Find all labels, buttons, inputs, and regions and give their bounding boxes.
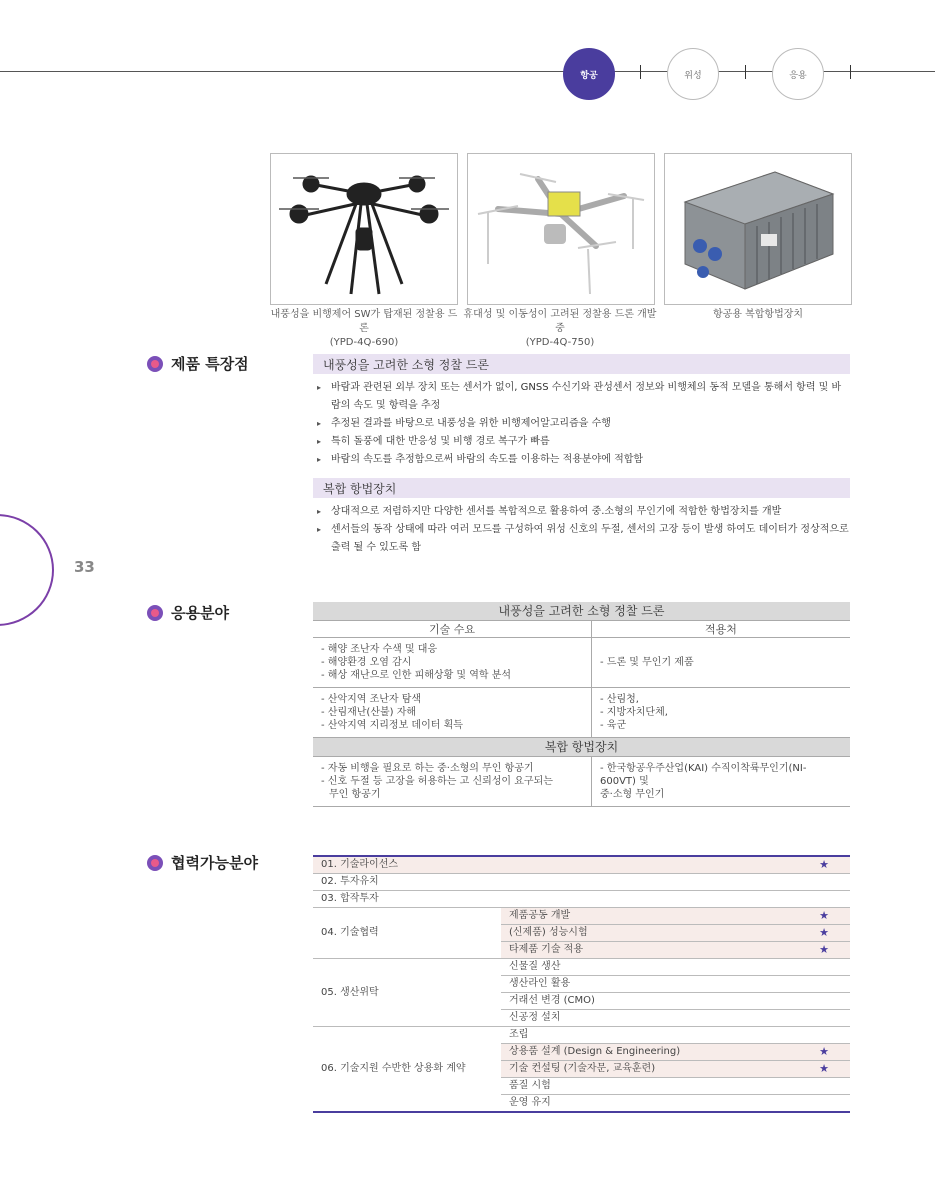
star-cell-empty <box>798 1078 850 1095</box>
section-bullet-icon <box>147 356 163 372</box>
cooperation-group-label: 05. 생산위탁 <box>313 959 501 1027</box>
cooperation-sub-item: (신제품) 성능시험 <box>501 925 798 942</box>
list-item: ▸ 추정된 결과를 바탕으로 내풍성을 위한 비행제어알고리즘을 수행 <box>313 415 850 433</box>
cooperation-sub-item: 조립 <box>501 1027 798 1044</box>
caption-line: (YPD-4Q-750) <box>525 337 595 348</box>
section-title: 협력가능분야 <box>171 854 258 872</box>
photo-caption <box>462 308 658 350</box>
nav-tab-label: 위성 <box>684 70 702 81</box>
cooperation-sub-item: 상용품 설계 (Design & Engineering) <box>501 1044 798 1061</box>
list-item: ▸ 바람과 관련된 외부 장치 또는 센서가 없이, GNSS 수신기와 관성센서 정보와 비행체의 동적 모델을 통해서 항력 및 바람의 속도 및 항력을 추정 <box>313 379 850 415</box>
cell-line: - 산악지역 지리정보 데이터 획득 <box>321 720 463 731</box>
section-bullet-icon <box>147 605 163 621</box>
cooperation-sub-item: 타제품 기술 적용 <box>501 942 798 959</box>
cell-line: 중·소형 무인기 <box>600 789 665 800</box>
cell-line: - 해양 조난자 수색 및 대응 <box>321 644 438 655</box>
star-icon: ★ <box>798 1044 850 1061</box>
nav-tab-label: 응용 <box>789 70 807 81</box>
cell-line: - 산림재난(산불) 자해 <box>321 707 417 718</box>
table-cell <box>313 638 592 688</box>
star-icon: ★ <box>798 908 850 925</box>
star-icon: ★ <box>798 925 850 942</box>
star-icon: ★ <box>798 856 850 874</box>
table-row <box>313 891 850 908</box>
caption-line: 휴대성 및 이동성이 고려된 정찰용 드론 개발중 <box>463 309 657 334</box>
photo-caption <box>660 308 856 322</box>
table-cell <box>313 688 592 738</box>
table-cell <box>592 757 851 807</box>
cooperation-sub-item: 생산라인 활용 <box>501 976 798 993</box>
list-item: ▸ 특히 돌풍에 대한 반응성 및 비행 경로 복구가 빠름 <box>313 433 850 451</box>
star-cell-empty <box>798 1095 850 1113</box>
table-row <box>313 856 850 874</box>
cell-line: - 신호 두절 등 고장을 허용하는 고 신뢰성이 요구되는 <box>321 776 553 787</box>
photo-caption <box>266 308 462 350</box>
applications-table <box>313 602 850 807</box>
section-header-cooperation <box>147 852 258 873</box>
cooperation-table <box>313 855 850 1113</box>
subsection-band: 복합 항법장치 <box>313 478 850 498</box>
star-cell-empty <box>798 874 850 891</box>
cooperation-sub-item: 제품공동 개발 <box>501 908 798 925</box>
star-icon: ★ <box>798 942 850 959</box>
cell-line: - 자동 비행을 필요로 하는 중·소형의 무인 항공기 <box>321 763 534 774</box>
cooperation-item: 01. 기술라이선스 <box>313 856 798 874</box>
cooperation-sub-item: 신공정 설치 <box>501 1010 798 1027</box>
star-cell-empty <box>798 1027 850 1044</box>
nav-divider <box>850 65 851 79</box>
column-header: 기술 수요 <box>313 621 592 638</box>
cooperation-sub-item: 운영 유지 <box>501 1095 798 1113</box>
table-row <box>313 908 850 925</box>
side-arc-decoration <box>0 514 54 626</box>
table-row <box>313 959 850 976</box>
cell-line: - 지방자치단체, <box>600 707 668 718</box>
navigation-device-photo <box>664 153 852 305</box>
cell-line: - 산림청, <box>600 694 639 705</box>
cooperation-sub-item: 품질 시험 <box>501 1078 798 1095</box>
cell-line: - 해상 재난으로 인한 피해상황 및 역학 분석 <box>321 670 512 681</box>
caption-line: 내풍성을 비행제어 SW가 탑재된 정찰용 드론 <box>270 309 458 334</box>
caption-line: (YPD-4Q-690) <box>329 337 399 348</box>
section-title: 응용분야 <box>171 604 229 622</box>
table-header: 내풍성을 고려한 소형 정찰 드론 <box>313 602 850 621</box>
star-cell-empty <box>798 891 850 908</box>
table-row <box>313 757 850 807</box>
nav-divider <box>745 65 746 79</box>
star-cell-empty <box>798 993 850 1010</box>
column-header: 적용처 <box>592 621 851 638</box>
table-row <box>313 638 850 688</box>
feature-list-1 <box>313 379 850 469</box>
list-item: ▸ 바람의 속도를 추정함으로써 바람의 속도를 이용하는 적용분야에 적합함 <box>313 451 850 469</box>
cooperation-item: 03. 합작투자 <box>313 891 798 908</box>
section-title: 제품 특장점 <box>171 355 249 373</box>
list-item: ▸ 상대적으로 저렴하지만 다양한 센서를 복합적으로 활용하여 중.소형의 무인기에 적합한 항법장치를 개발 <box>313 503 850 521</box>
cooperation-sub-item: 거래선 변경 (CMO) <box>501 993 798 1010</box>
nav-tab-satellite[interactable] <box>667 48 719 100</box>
list-item: ▸ 센서들의 동작 상태에 따라 여러 모드를 구성하여 위성 신호의 두절, 센서의 고장 등이 발생 하여도 데이터가 정상적으로 출력 될 수 있도록 함 <box>313 521 850 557</box>
cell-line: - 드론 및 무인기 제품 <box>600 657 694 668</box>
subsection-band: 내풍성을 고려한 소형 정찰 드론 <box>313 354 850 374</box>
cell-line: 무인 항공기 <box>329 789 381 800</box>
cooperation-group-label: 04. 기술협력 <box>313 908 501 959</box>
cooperation-item: 02. 투자유치 <box>313 874 798 891</box>
table-cell <box>592 688 851 738</box>
star-cell-empty <box>798 976 850 993</box>
cooperation-sub-item: 기술 컨설팅 (기술자문, 교육훈련) <box>501 1061 798 1078</box>
nav-divider <box>640 65 641 79</box>
caption-line: 항공용 복합항법장치 <box>712 309 804 320</box>
cell-line: - 육군 <box>600 720 627 731</box>
nav-tab-application[interactable] <box>772 48 824 100</box>
drone-750-photo <box>467 153 655 305</box>
table-row <box>313 874 850 891</box>
section-header-features <box>147 353 249 374</box>
page-number: 33 <box>74 558 95 576</box>
cell-line: - 산악지역 조난자 탐색 <box>321 694 422 705</box>
table-cell <box>313 757 592 807</box>
star-cell-empty <box>798 959 850 976</box>
star-cell-empty <box>798 1010 850 1027</box>
nav-tab-label: 항공 <box>580 70 598 81</box>
nav-tab-aviation[interactable] <box>563 48 615 100</box>
cell-line: - 한국항공우주산업(KAI) 수직이착륙무인기(NI-600VT) 및 <box>600 763 807 787</box>
table-header: 복합 항법장치 <box>313 738 850 757</box>
drone-690-photo <box>270 153 458 305</box>
table-cell <box>592 638 851 688</box>
section-bullet-icon <box>147 855 163 871</box>
cell-line: - 해양환경 오염 감시 <box>321 657 412 668</box>
section-header-applications <box>147 602 229 623</box>
star-icon: ★ <box>798 1061 850 1078</box>
table-row <box>313 1027 850 1044</box>
cooperation-sub-item: 신물질 생산 <box>501 959 798 976</box>
cooperation-group-label: 06. 기술지원 수반한 상용화 계약 <box>313 1027 501 1113</box>
table-row <box>313 688 850 738</box>
feature-list-2 <box>313 503 850 557</box>
